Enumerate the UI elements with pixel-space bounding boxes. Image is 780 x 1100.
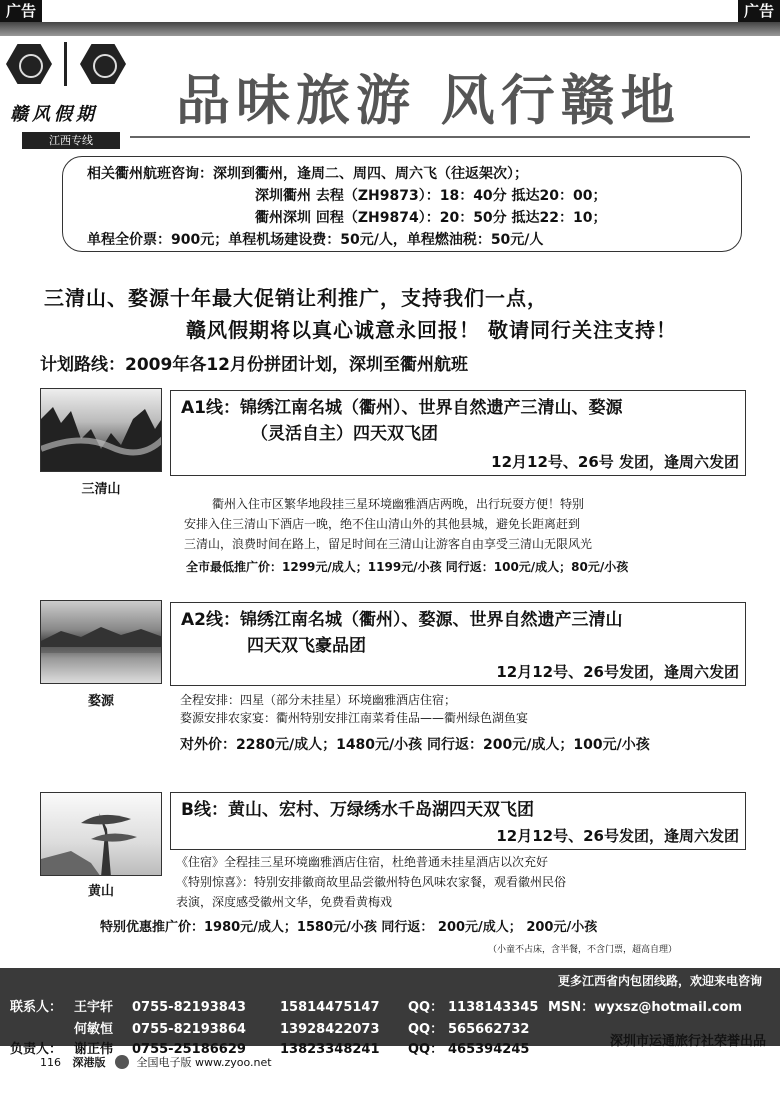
flight-line: 衢州深圳 回程（ZH9874）：20：50分 抵达22：10； (255, 210, 607, 226)
logo-brand: 赣风假期 (10, 104, 98, 125)
site-link[interactable]: 全国电子版 www.zyoo.net (136, 1056, 272, 1069)
route-desc: 三清山，浪费时间在路上，留足时间在三清山让游客自由享受三清山无限风光 (184, 537, 593, 551)
route-desc: 《住宿》全程挂三星环境幽雅酒店住宿，杜绝普通未挂星酒店以次充好 (176, 855, 549, 869)
route-desc: 《特别惊喜》：特别安排徽商故里品尝徽州特色风味农家餐，观看徽州民俗 (176, 875, 567, 889)
route-desc: 衢州入住市区繁华地段挂三星环境幽雅酒店两晚，出行玩耍方便！特别 (212, 497, 585, 511)
sanqingshan-photo (40, 388, 162, 472)
logo-emblem-icon (6, 44, 52, 84)
route-desc: 婺源安排农家宴：衢州特别安排江南菜肴佳品——衢州绿色湖鱼宴 (180, 711, 529, 725)
route-date: 12月12号、26号发团，逢周六发团 (496, 663, 739, 681)
route-title: A2线：锦绣江南名城（衢州）、婺源、世界自然遗产三清山 (181, 610, 623, 630)
edition: 深港版 (72, 1056, 106, 1069)
logo-divider (64, 42, 67, 86)
plan-heading: 计划路线：2009年各12月份拼团计划，深圳至衢州航班 (40, 355, 468, 375)
flight-line: 相关衢州航班咨询：深圳到衢州，逢周二、周四、周六飞（往返架次）； (87, 166, 528, 182)
headline: 品味旅游 风行赣地 (176, 69, 681, 132)
top-bar (0, 22, 780, 36)
route-subtitle: （灵活自主）四天双飞团 (251, 424, 438, 444)
route-desc: 表演，深度感受徽州文华，免费看黄梅戏 (176, 895, 393, 909)
photo-caption: 三清山 (81, 482, 121, 497)
ad-label-left: 广告 (0, 0, 42, 22)
logo-tag: 江西专线 (22, 132, 120, 149)
route-a1-box (170, 390, 746, 476)
publisher: 深圳市运通旅行社荣誉出品 (609, 1034, 766, 1049)
route-note: （小童不占床，含半餐，不含门票，超高自理） (488, 945, 678, 955)
route-date: 12月12号、26号 发团，逢周六发团 (491, 453, 739, 471)
promo-line: 赣风假期将以真心诚意永回报！ 敬请同行关注支持！ (186, 318, 677, 342)
route-desc: 全程安排：四星（部分未挂星）环境幽雅酒店住宿； (180, 693, 457, 707)
ad-label-right: 广告 (738, 0, 780, 22)
flight-line: 深圳衢州 去程（ZH9873）：18：40分 抵达20：00； (255, 188, 607, 204)
contact-row: 负责人： 谢正伟 0755-25186629 13823348241 QQ： 465394245 (10, 1042, 530, 1057)
route-price: 特别优惠推广价：1980元/成人；1580元/小孩 同行返： 200元/成人； 200元/小孩 (100, 920, 598, 935)
route-a2-box (170, 602, 746, 686)
logo (6, 42, 126, 152)
route-date: 12月12号、26号发团，逢周六发团 (496, 827, 739, 845)
photo-caption: 黄山 (87, 884, 114, 899)
page-footer (40, 1054, 272, 1070)
page-number: 116 (40, 1056, 61, 1069)
headline-divider (130, 136, 750, 138)
promo-line: 三清山、婺源十年最大促销让利推广，支持我们一点， (44, 286, 548, 310)
more-info: 更多江西省内包团线路，欢迎来电咨询 (557, 974, 762, 988)
route-price: 对外价：2280元/成人；1480元/小孩 同行返：200元/成人；100元/小孩 (180, 737, 650, 753)
route-b-box (170, 792, 746, 850)
route-title: A1线：锦绣江南名城（衢州）、世界自然遗产三清山、婺源 (181, 398, 623, 418)
logo-emblem-icon (80, 44, 126, 84)
site-icon (115, 1055, 129, 1069)
route-subtitle: 四天双飞豪品团 (247, 636, 366, 656)
flight-line: 单程全价票：900元；单程机场建设费：50元/人，单程燃油税：50元/人 (87, 232, 544, 248)
huangshan-photo (40, 792, 162, 876)
contact-row: 何敏恒 0755-82193864 13928422073 QQ： 565662732 (74, 1022, 530, 1037)
route-desc: 安排入住三清山下酒店一晚，绝不住山清山外的其他县城，避免长距离赶到 (184, 517, 581, 531)
wuyuan-photo (40, 600, 162, 684)
route-title: B线：黄山、宏村、万绿绣水千岛湖四天双飞团 (181, 800, 534, 820)
flight-info-box (62, 156, 742, 252)
photo-caption: 婺源 (87, 694, 114, 709)
contact-row: 联系人： 王宇轩 0755-82193843 15814475147 QQ： 1138143345 MSN：wyxsz@hotmail.com (10, 1000, 743, 1015)
route-price: 全市最低推广价：1299元/成人；1199元/小孩 同行返：100元/成人；80元/小孩 (186, 560, 629, 574)
